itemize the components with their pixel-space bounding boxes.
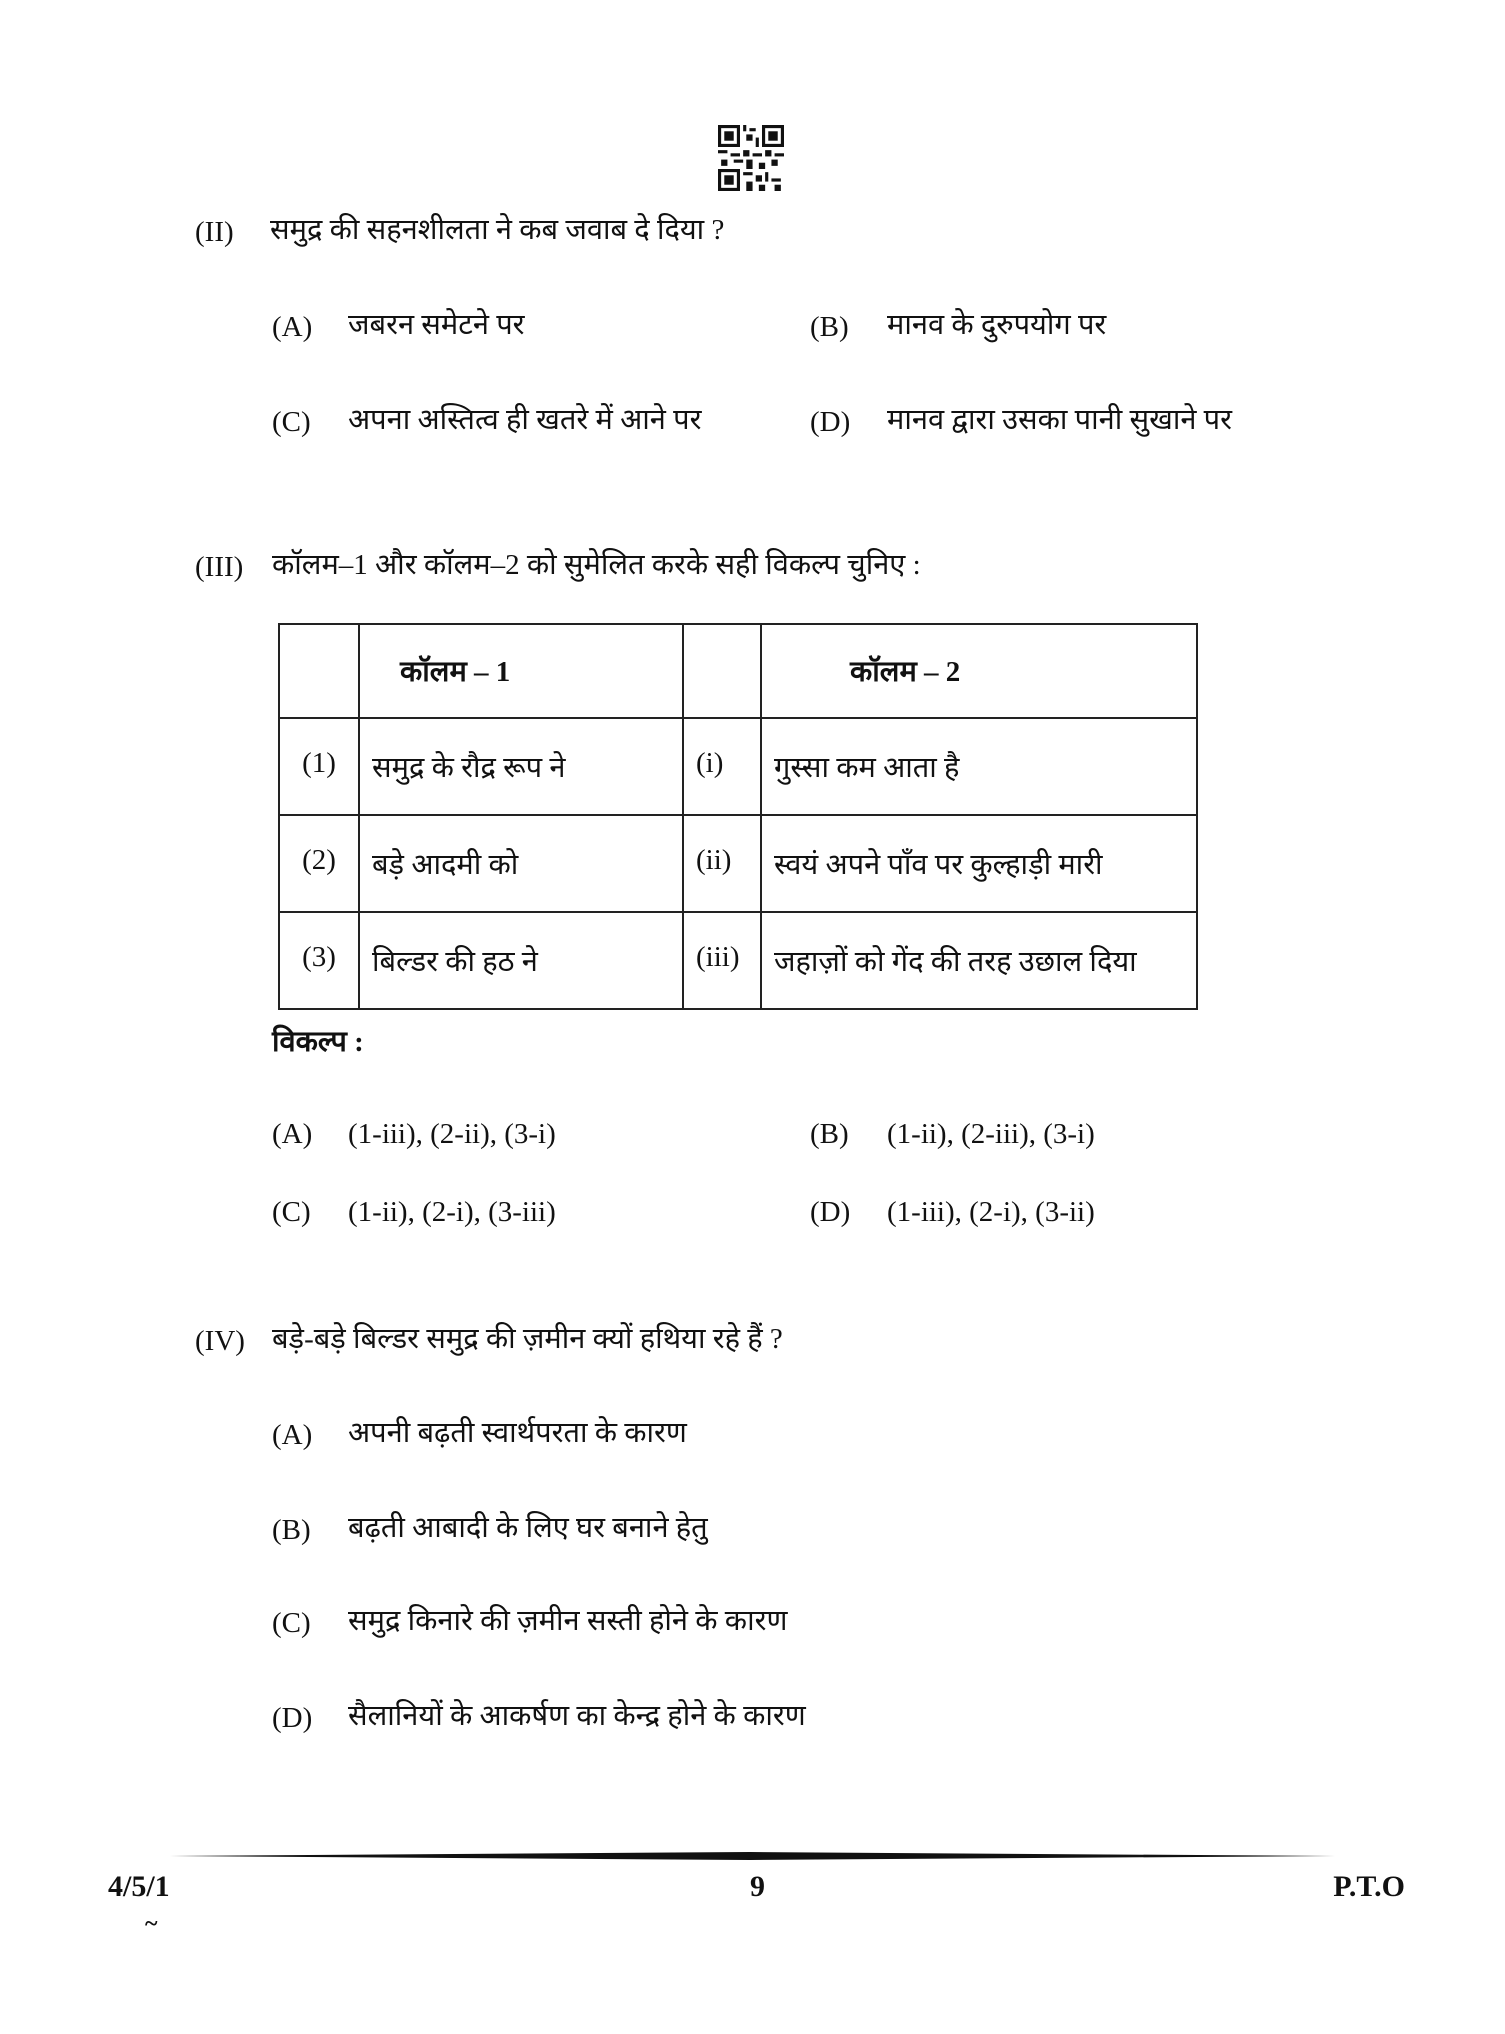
table-cell: (1) <box>279 718 359 815</box>
option-text: अपनी बढ़ती स्वार्थपरता के कारण <box>348 1417 687 1449</box>
match-table <box>278 623 1198 1010</box>
table-cell: बड़े आदमी को <box>359 815 683 912</box>
table-row <box>279 815 1197 912</box>
option-label: (D) <box>810 406 851 438</box>
footer-mark: ~ <box>145 1911 158 1937</box>
question-number: (IV) <box>195 1325 245 1357</box>
table-cell: जहाज़ों को गेंद की तरह उछाल दिया <box>761 912 1197 1009</box>
question-text: कॉलम–1 और कॉलम–2 को सुमेलित करके सही विकल्प चुनिए : <box>272 549 921 581</box>
option-label: (D) <box>272 1702 313 1734</box>
page-number: 9 <box>750 1870 765 1903</box>
please-turn-over: P.T.O <box>1333 1870 1405 1903</box>
table-cell: (ii) <box>683 815 761 912</box>
option-label: (B) <box>810 311 849 343</box>
option-text: अपना अस्तित्व ही खतरे में आने पर <box>348 404 702 436</box>
table-cell: (3) <box>279 912 359 1009</box>
question-text: समुद्र की सहनशीलता ने कब जवाब दे दिया ? <box>270 214 725 246</box>
table-cell: गुस्सा कम आता है <box>761 718 1197 815</box>
option-label: (B) <box>810 1118 849 1150</box>
table-cell: (i) <box>683 718 761 815</box>
table-cell <box>683 624 761 718</box>
table-cell: (2) <box>279 815 359 912</box>
table-cell: (iii) <box>683 912 761 1009</box>
question-number: (III) <box>195 551 244 583</box>
table-row <box>279 718 1197 815</box>
qr-code-icon <box>718 125 784 191</box>
option-text: (1-iii), (2-ii), (3-i) <box>348 1118 556 1150</box>
option-text: (1-ii), (2-iii), (3-i) <box>887 1118 1095 1150</box>
question-number: (II) <box>195 216 234 248</box>
column-1-header: कॉलम – 1 <box>359 624 683 718</box>
table-cell <box>279 624 359 718</box>
table-row <box>279 912 1197 1009</box>
option-label: (A) <box>272 1118 313 1150</box>
option-text: मानव के दुरुपयोग पर <box>887 309 1107 341</box>
option-label: (C) <box>272 1607 311 1639</box>
option-text: सैलानियों के आकर्षण का केन्द्र होने के कारण <box>348 1700 806 1732</box>
option-label: (C) <box>272 1196 311 1228</box>
option-text: जबरन समेटने पर <box>348 309 525 341</box>
column-2-header: कॉलम – 2 <box>761 624 1197 718</box>
options-heading: विकल्प : <box>272 1026 364 1058</box>
option-label: (A) <box>272 1419 313 1451</box>
table-cell: बिल्डर की हठ ने <box>359 912 683 1009</box>
option-label: (A) <box>272 311 313 343</box>
paper-code: 4/5/1 <box>108 1870 170 1903</box>
question-text: बड़े-बड़े बिल्डर समुद्र की ज़मीन क्यों हथिया रहे हैं ? <box>272 1323 783 1355</box>
option-text: समुद्र किनारे की ज़मीन सस्ती होने के कारण <box>348 1605 788 1637</box>
option-label: (D) <box>810 1196 851 1228</box>
option-text: (1-ii), (2-i), (3-iii) <box>348 1196 556 1228</box>
footer-divider <box>170 1852 1335 1858</box>
table-header-row <box>279 624 1197 718</box>
option-label: (C) <box>272 406 311 438</box>
option-text: (1-iii), (2-i), (3-ii) <box>887 1196 1095 1228</box>
table-cell: समुद्र के रौद्र रूप ने <box>359 718 683 815</box>
option-text: बढ़ती आबादी के लिए घर बनाने हेतु <box>348 1512 708 1544</box>
option-text: मानव द्वारा उसका पानी सुखाने पर <box>887 404 1233 436</box>
table-cell: स्वयं अपने पाँव पर कुल्हाड़ी मारी <box>761 815 1197 912</box>
option-label: (B) <box>272 1514 311 1546</box>
